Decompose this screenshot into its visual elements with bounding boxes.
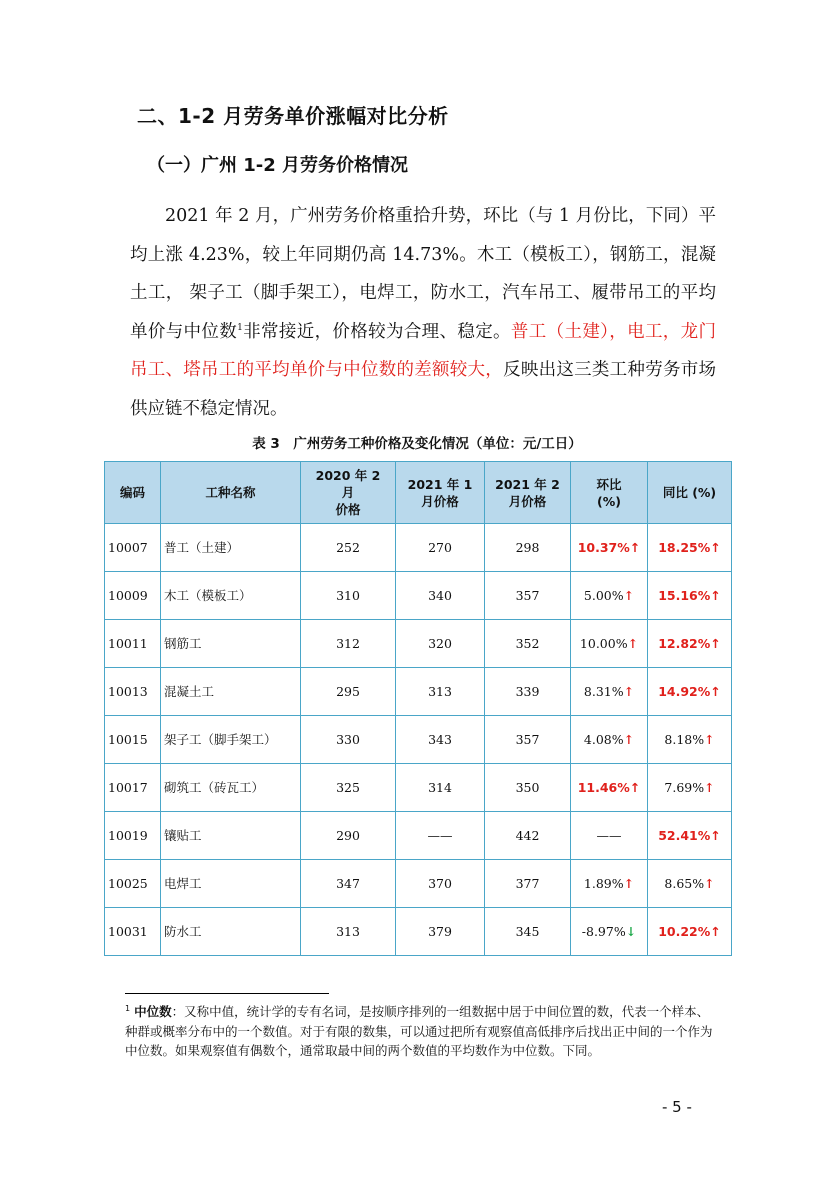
cell-code: 10025 <box>105 860 161 908</box>
cell-code: 10007 <box>105 524 161 572</box>
yoy-value: 8.65% <box>664 876 705 891</box>
cell-price-2021-2: 357 <box>485 572 571 620</box>
cell-name: 普工（土建） <box>161 524 301 572</box>
cell-yoy <box>648 860 732 908</box>
cell-price-2021-2: 339 <box>485 668 571 716</box>
cell-mom <box>571 620 648 668</box>
col-header-mom: 环比 (%) <box>571 462 648 524</box>
cell-code: 10019 <box>105 812 161 860</box>
cell-price-2020-2: 330 <box>301 716 396 764</box>
cell-yoy <box>648 908 732 956</box>
footnote-divider <box>125 993 329 994</box>
cell-price-2020-2: 347 <box>301 860 396 908</box>
footnote-ref[interactable]: 1 <box>237 322 243 333</box>
arrow-up-icon: ↑ <box>629 780 641 795</box>
cell-price-2020-2: 295 <box>301 668 396 716</box>
cell-price-2021-2: 350 <box>485 764 571 812</box>
cell-price-2021-2: 352 <box>485 620 571 668</box>
footnote-marker: 1 <box>125 1004 131 1013</box>
cell-mom <box>571 572 648 620</box>
col-header-2020-2: 2020 年 2 月 价格 <box>301 462 396 524</box>
yoy-value: 12.82% <box>658 636 711 651</box>
paragraph-text-1: 2021 年 2 月，广州劳务价格重拾升势，环比（与 1 月份比，下同）平均上涨 4.23%，较上年同期仍高 14.73%。木工（模板工），钢筋工，混凝土工， 架子工（脚手架工），电焊工，防水工，汽车吊工、履带吊工的平均单价与中位数 <box>130 206 716 342</box>
yoy-value: 15.16% <box>658 588 711 603</box>
cell-name: 砌筑工（砖瓦工） <box>161 764 301 812</box>
cell-yoy <box>648 524 732 572</box>
arrow-up-icon: ↑ <box>710 828 721 843</box>
cell-name: 镶贴工 <box>161 812 301 860</box>
cell-mom <box>571 764 648 812</box>
cell-yoy <box>648 668 732 716</box>
cell-mom <box>571 668 648 716</box>
cell-price-2021-2: 357 <box>485 716 571 764</box>
cell-price-2021-1: 343 <box>396 716 485 764</box>
subsection-heading: （一）广州 1-2 月劳务价格情况 <box>147 155 409 176</box>
yoy-value: 14.92% <box>658 684 711 699</box>
cell-price-2021-2: 298 <box>485 524 571 572</box>
footnote <box>125 1002 719 1061</box>
mom-value: 4.08% <box>583 732 624 747</box>
mom-value: —— <box>596 828 622 843</box>
table-header-row <box>105 462 732 524</box>
cell-mom <box>571 524 648 572</box>
cell-code: 10015 <box>105 716 161 764</box>
cell-name: 木工（模板工） <box>161 572 301 620</box>
cell-price-2021-1: 340 <box>396 572 485 620</box>
arrow-up-icon: ↑ <box>710 588 721 603</box>
col-header-2021-2: 2021 年 2 月价格 <box>485 462 571 524</box>
mom-value: 1.89% <box>583 876 624 891</box>
table-row <box>105 572 732 620</box>
arrow-up-icon: ↑ <box>623 684 635 699</box>
cell-name: 架子工（脚手架工） <box>161 716 301 764</box>
footnote-term: 中位数 <box>134 1004 172 1019</box>
cell-yoy <box>648 812 732 860</box>
cell-price-2020-2: 310 <box>301 572 396 620</box>
cell-price-2021-1: —— <box>396 812 485 860</box>
arrow-up-icon: ↑ <box>710 636 721 651</box>
arrow-up-icon: ↑ <box>627 636 639 651</box>
cell-price-2020-2: 312 <box>301 620 396 668</box>
arrow-up-icon: ↑ <box>710 924 721 939</box>
table-caption: 表 3 广州劳务工种价格及变化情况（单位：元/工日） <box>252 436 582 452</box>
page-number: - 5 - <box>662 1098 692 1116</box>
cell-price-2021-1: 313 <box>396 668 485 716</box>
table-row <box>105 620 732 668</box>
cell-code: 10017 <box>105 764 161 812</box>
cell-yoy <box>648 620 732 668</box>
arrow-up-icon: ↑ <box>704 876 715 891</box>
yoy-value: 18.25% <box>658 540 711 555</box>
arrow-up-icon: ↑ <box>710 684 721 699</box>
table-row <box>105 716 732 764</box>
cell-code: 10009 <box>105 572 161 620</box>
cell-price-2020-2: 313 <box>301 908 396 956</box>
paragraph-text-2: 非常接近，价格较为合理、稳定。 <box>242 321 511 342</box>
mom-value: 10.00% <box>579 636 628 651</box>
cell-price-2020-2: 325 <box>301 764 396 812</box>
paragraph-highlight: 普工（土建），电工，龙门吊工、塔吊工的平均单价与中位数的差额较大， <box>130 321 717 381</box>
yoy-value: 7.69% <box>664 780 705 795</box>
cell-price-2021-2: 377 <box>485 860 571 908</box>
mom-value: 11.46% <box>577 780 630 795</box>
cell-name: 混凝土工 <box>161 668 301 716</box>
cell-price-2021-2: 345 <box>485 908 571 956</box>
cell-price-2021-1: 314 <box>396 764 485 812</box>
paragraph-text-3: 反映出这三类工种劳务市场供应链不稳定情况。 <box>130 360 716 419</box>
col-header-code: 编码 <box>105 462 161 524</box>
table-row <box>105 524 732 572</box>
arrow-up-icon: ↑ <box>623 588 635 603</box>
cell-name: 防水工 <box>161 908 301 956</box>
cell-mom <box>571 716 648 764</box>
cell-price-2021-1: 320 <box>396 620 485 668</box>
mom-value: -8.97% <box>581 924 626 939</box>
arrow-down-icon: ↓ <box>625 924 637 939</box>
body-paragraph <box>130 197 716 429</box>
cell-price-2021-1: 379 <box>396 908 485 956</box>
cell-code: 10013 <box>105 668 161 716</box>
mom-value: 5.00% <box>583 588 624 603</box>
arrow-up-icon: ↑ <box>710 540 721 555</box>
col-header-yoy: 同比 (%) <box>648 462 732 524</box>
mom-value: 8.31% <box>583 684 624 699</box>
arrow-up-icon: ↑ <box>704 780 715 795</box>
cell-price-2020-2: 290 <box>301 812 396 860</box>
cell-price-2021-2: 442 <box>485 812 571 860</box>
yoy-value: 8.18% <box>664 732 705 747</box>
arrow-up-icon: ↑ <box>629 540 641 555</box>
price-table <box>104 461 732 956</box>
cell-mom <box>571 860 648 908</box>
cell-code: 10011 <box>105 620 161 668</box>
arrow-up-icon: ↑ <box>623 876 635 891</box>
cell-code: 10031 <box>105 908 161 956</box>
arrow-up-icon: ↑ <box>623 732 635 747</box>
table-row <box>105 908 732 956</box>
cell-yoy <box>648 764 732 812</box>
section-heading: 二、1-2 月劳务单价涨幅对比分析 <box>137 104 449 128</box>
table-row <box>105 764 732 812</box>
col-header-name: 工种名称 <box>161 462 301 524</box>
table-row <box>105 668 732 716</box>
table-row <box>105 860 732 908</box>
yoy-value: 52.41% <box>658 828 711 843</box>
arrow-up-icon: ↑ <box>704 732 715 747</box>
cell-price-2021-1: 270 <box>396 524 485 572</box>
cell-mom <box>571 908 648 956</box>
table-row <box>105 812 732 860</box>
cell-mom <box>571 812 648 860</box>
footnote-text: ：又称中值，统计学的专有名词，是按顺序排列的一组数据中居于中间位置的数，代表一个样本、种群或概率分布中的一个数值。对于有限的数集，可以通过把所有观察值高低排序后找出正中间的一个作为中位数。如果观察值有偶数个，通常取最中间的两个数值的平均数作为中位数。下同。 <box>125 1004 713 1059</box>
mom-value: 10.37% <box>577 540 630 555</box>
yoy-value: 10.22% <box>658 924 711 939</box>
cell-yoy <box>648 572 732 620</box>
col-header-2021-1: 2021 年 1 月价格 <box>396 462 485 524</box>
cell-name: 钢筋工 <box>161 620 301 668</box>
cell-price-2021-1: 370 <box>396 860 485 908</box>
cell-price-2020-2: 252 <box>301 524 396 572</box>
cell-name: 电焊工 <box>161 860 301 908</box>
cell-yoy <box>648 716 732 764</box>
